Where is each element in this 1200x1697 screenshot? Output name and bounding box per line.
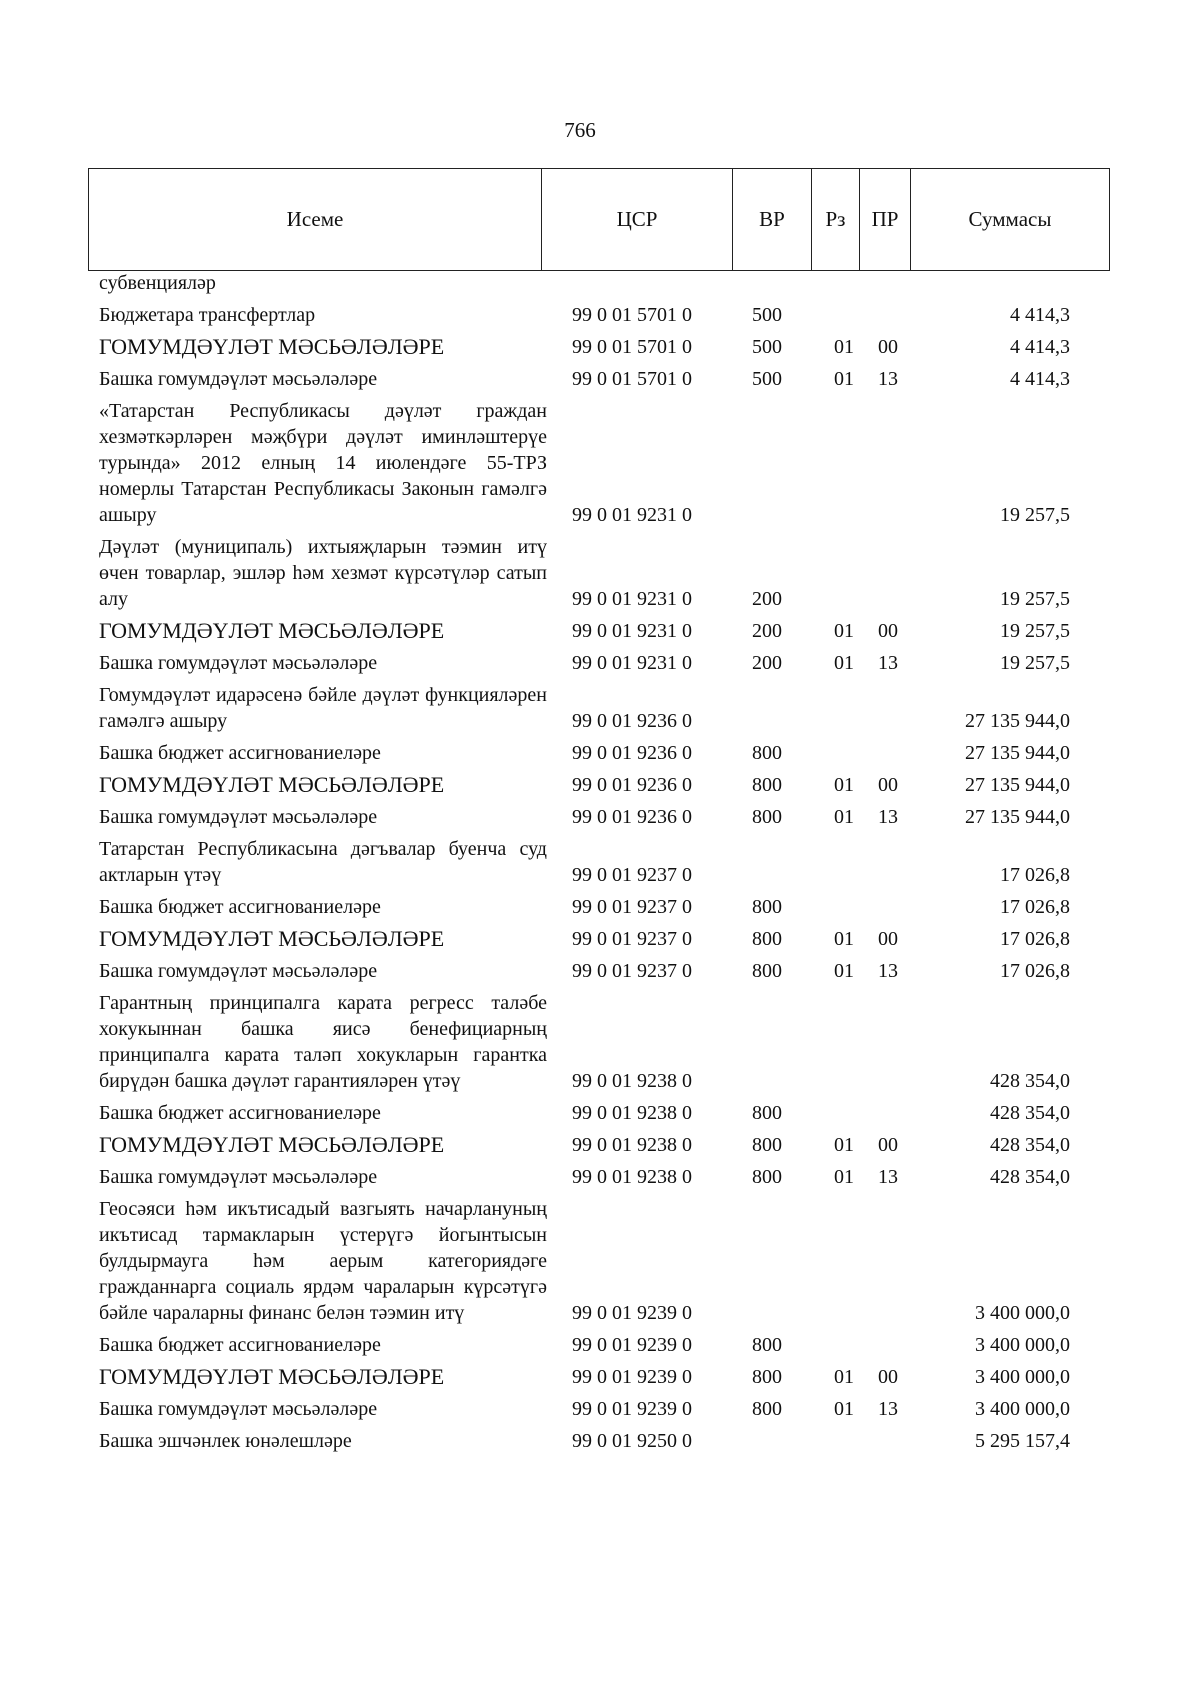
cell-sum: 428 354,0	[990, 1102, 1070, 1124]
cell-vr: 800	[752, 1134, 782, 1156]
cell-csr: 99 0 01 9231 0	[572, 588, 692, 610]
cell-pr: 13	[878, 960, 898, 982]
cell-rz: 01	[834, 928, 854, 950]
cell-rz: 01	[834, 620, 854, 642]
cell-name: Башка бюджет ассигнованиеләре	[99, 742, 381, 764]
cell-vr: 800	[752, 1166, 782, 1188]
cell-sum: 19 257,5	[1000, 588, 1070, 610]
cell-name: Башка гомумдәүләт мәсьәләләре	[99, 368, 378, 390]
cell-rz: 01	[834, 1366, 854, 1388]
header-csr: ЦСР	[542, 169, 733, 271]
cell-sum: 17 026,8	[1000, 896, 1070, 918]
cell-csr: 99 0 01 9236 0	[572, 710, 692, 732]
cell-sum: 17 026,8	[1000, 864, 1070, 886]
cell-name: Башка гомумдәүләт мәсьәләләре	[99, 1398, 378, 1420]
cell-csr: 99 0 01 5701 0	[572, 336, 692, 358]
cell-vr: 800	[752, 806, 782, 828]
cell-name: субвенцияләр	[99, 272, 216, 294]
cell-sum: 5 295 157,4	[975, 1430, 1070, 1452]
table-row	[0, 926, 1200, 952]
table-row	[0, 302, 1200, 328]
table-row	[0, 398, 1200, 528]
cell-vr: 800	[752, 928, 782, 950]
cell-name: ГОМУМДӘҮЛӘТ МӘСЬӘЛӘЛӘРЕ	[99, 772, 445, 797]
cell-sum: 4 414,3	[1010, 304, 1070, 326]
cell-vr: 800	[752, 896, 782, 918]
cell-csr: 99 0 01 9239 0	[572, 1334, 692, 1356]
cell-vr: 800	[752, 1102, 782, 1124]
cell-csr: 99 0 01 5701 0	[572, 368, 692, 390]
table-row	[0, 958, 1200, 984]
table-row	[0, 1164, 1200, 1190]
cell-name: Татарстан Республикасына дәгъвалар буенча суд актларын үтәү	[99, 838, 547, 886]
page-number: 766	[564, 118, 596, 142]
cell-pr: 00	[878, 774, 898, 796]
table-row	[0, 682, 1200, 734]
cell-csr: 99 0 01 9231 0	[572, 620, 692, 642]
cell-vr: 800	[752, 1334, 782, 1356]
cell-rz: 01	[834, 1134, 854, 1156]
header-name: Исеме	[89, 169, 542, 271]
cell-name: Башка эшчәнлек юнәлешләре	[99, 1430, 352, 1452]
cell-vr: 800	[752, 1398, 782, 1420]
table-row	[0, 1396, 1200, 1422]
cell-sum: 4 414,3	[1010, 368, 1070, 390]
cell-vr: 500	[752, 336, 782, 358]
cell-name: Геосәяси һәм икътисадый вазгыять начарлануның икътисад тармакларын үстерүгә йогынтысын булдырмауга һәм аерым категориядәге гражданнарга социаль ярдәм чараларын күрсәтүгә бәйле чараларны финанс белән тәэмин итү	[99, 1198, 547, 1324]
cell-sum: 27 135 944,0	[965, 806, 1070, 828]
table-header	[88, 168, 1110, 271]
cell-sum: 3 400 000,0	[975, 1302, 1070, 1324]
cell-csr: 99 0 01 9237 0	[572, 928, 692, 950]
cell-sum: 428 354,0	[990, 1070, 1070, 1092]
table-row	[0, 534, 1200, 612]
cell-csr: 99 0 01 9238 0	[572, 1134, 692, 1156]
cell-vr: 800	[752, 742, 782, 764]
cell-name: ГОМУМДӘҮЛӘТ МӘСЬӘЛӘЛӘРЕ	[99, 618, 445, 643]
table-row	[0, 990, 1200, 1094]
table-row	[0, 1132, 1200, 1158]
cell-rz: 01	[834, 806, 854, 828]
table-row	[0, 740, 1200, 766]
cell-csr: 99 0 01 9231 0	[572, 652, 692, 674]
cell-csr: 99 0 01 9231 0	[572, 504, 692, 526]
header-rz: Рз	[812, 169, 860, 271]
cell-sum: 428 354,0	[990, 1134, 1070, 1156]
cell-sum: 17 026,8	[1000, 960, 1070, 982]
cell-sum: 27 135 944,0	[965, 710, 1070, 732]
cell-csr: 99 0 01 9236 0	[572, 742, 692, 764]
cell-csr: 99 0 01 9237 0	[572, 864, 692, 886]
cell-csr: 99 0 01 9239 0	[572, 1398, 692, 1420]
cell-name: Гарантның принципалга карата регресс таләбе хокукыннан башка яисә бенефициарның принципалга карата таләп хокукларын гарантка бирүдән башка дәүләт гарантияләрен үтәү	[99, 992, 547, 1092]
header-vr: ВР	[733, 169, 812, 271]
cell-pr: 00	[878, 1366, 898, 1388]
table-row	[0, 836, 1200, 888]
cell-pr: 13	[878, 1398, 898, 1420]
cell-name: ГОМУМДӘҮЛӘТ МӘСЬӘЛӘЛӘРЕ	[99, 1132, 445, 1157]
table-row	[0, 772, 1200, 798]
cell-sum: 428 354,0	[990, 1166, 1070, 1188]
table-row	[0, 650, 1200, 676]
cell-rz: 01	[834, 336, 854, 358]
cell-csr: 99 0 01 9238 0	[572, 1070, 692, 1092]
cell-rz: 01	[834, 368, 854, 390]
cell-csr: 99 0 01 9239 0	[572, 1366, 692, 1388]
cell-name: Башка гомумдәүләт мәсьәләләре	[99, 1166, 378, 1188]
cell-pr: 00	[878, 336, 898, 358]
cell-sum: 19 257,5	[1000, 652, 1070, 674]
cell-name: Бюджетара трансфертлар	[99, 304, 316, 326]
cell-name: Башка гомумдәүләт мәсьәләләре	[99, 652, 378, 674]
cell-pr: 13	[878, 368, 898, 390]
cell-pr: 00	[878, 620, 898, 642]
table-row	[0, 804, 1200, 830]
cell-rz: 01	[834, 1398, 854, 1420]
table-row	[0, 1428, 1200, 1454]
cell-sum: 4 414,3	[1010, 336, 1070, 358]
cell-name: Дәүләт (муниципаль) ихтыяҗларын тәэмин итү өчен товарлар, эшләр һәм хезмәт күрсәтүләр сатып алу	[99, 536, 547, 610]
cell-sum: 17 026,8	[1000, 928, 1070, 950]
cell-vr: 800	[752, 774, 782, 796]
table-body	[0, 270, 1200, 1460]
cell-vr: 800	[752, 960, 782, 982]
cell-sum: 19 257,5	[1000, 504, 1070, 526]
header-pr: ПР	[860, 169, 911, 271]
cell-name: «Татарстан Республикасы дәүләт граждан хезмәткәрләрен мәҗбүри дәүләт иминләштерүе турында» 2012 елның 14 июлендәге 55-ТРЗ номерлы Татарстан Республикасы Законын гамәлгә ашыру	[99, 400, 547, 526]
cell-pr: 13	[878, 652, 898, 674]
cell-name: ГОМУМДӘҮЛӘТ МӘСЬӘЛӘЛӘРЕ	[99, 1364, 445, 1389]
cell-vr: 500	[752, 368, 782, 390]
cell-pr: 13	[878, 806, 898, 828]
cell-name: Гомумдәүләт идарәсенә бәйле дәүләт функцияләрен гамәлгә ашыру	[99, 684, 547, 732]
cell-name: Башка гомумдәүләт мәсьәләләре	[99, 806, 378, 828]
cell-vr: 500	[752, 304, 782, 326]
table-row	[0, 1332, 1200, 1358]
cell-csr: 99 0 01 9238 0	[572, 1166, 692, 1188]
header-sum: Суммасы	[911, 169, 1110, 271]
cell-name: Башка бюджет ассигнованиеләре	[99, 896, 381, 918]
cell-vr: 200	[752, 620, 782, 642]
cell-vr: 200	[752, 652, 782, 674]
cell-sum: 3 400 000,0	[975, 1334, 1070, 1356]
table-row	[0, 894, 1200, 920]
cell-csr: 99 0 01 9239 0	[572, 1302, 692, 1324]
cell-name: Башка гомумдәүләт мәсьәләләре	[99, 960, 378, 982]
table-row	[0, 1196, 1200, 1326]
cell-name: Башка бюджет ассигнованиеләре	[99, 1334, 381, 1356]
cell-csr: 99 0 01 9237 0	[572, 960, 692, 982]
cell-sum: 27 135 944,0	[965, 742, 1070, 764]
cell-csr: 99 0 01 9236 0	[572, 806, 692, 828]
cell-sum: 3 400 000,0	[975, 1366, 1070, 1388]
cell-csr: 99 0 01 9237 0	[572, 896, 692, 918]
cell-sum: 19 257,5	[1000, 620, 1070, 642]
cell-rz: 01	[834, 652, 854, 674]
table-row	[0, 334, 1200, 360]
cell-vr: 800	[752, 1366, 782, 1388]
table-row	[0, 618, 1200, 644]
table-row	[0, 270, 1200, 296]
table-row	[0, 366, 1200, 392]
cell-pr: 00	[878, 1134, 898, 1156]
cell-name: ГОМУМДӘҮЛӘТ МӘСЬӘЛӘЛӘРЕ	[99, 334, 445, 359]
cell-pr: 13	[878, 1166, 898, 1188]
cell-csr: 99 0 01 5701 0	[572, 304, 692, 326]
cell-sum: 3 400 000,0	[975, 1398, 1070, 1420]
cell-name: ГОМУМДӘҮЛӘТ МӘСЬӘЛӘЛӘРЕ	[99, 926, 445, 951]
cell-sum: 27 135 944,0	[965, 774, 1070, 796]
cell-pr: 00	[878, 928, 898, 950]
cell-name: Башка бюджет ассигнованиеләре	[99, 1102, 381, 1124]
table-row	[0, 1100, 1200, 1126]
table-row	[0, 1364, 1200, 1390]
cell-vr: 200	[752, 588, 782, 610]
cell-rz: 01	[834, 774, 854, 796]
cell-csr: 99 0 01 9250 0	[572, 1430, 692, 1452]
cell-rz: 01	[834, 960, 854, 982]
cell-csr: 99 0 01 9236 0	[572, 774, 692, 796]
cell-csr: 99 0 01 9238 0	[572, 1102, 692, 1124]
cell-rz: 01	[834, 1166, 854, 1188]
